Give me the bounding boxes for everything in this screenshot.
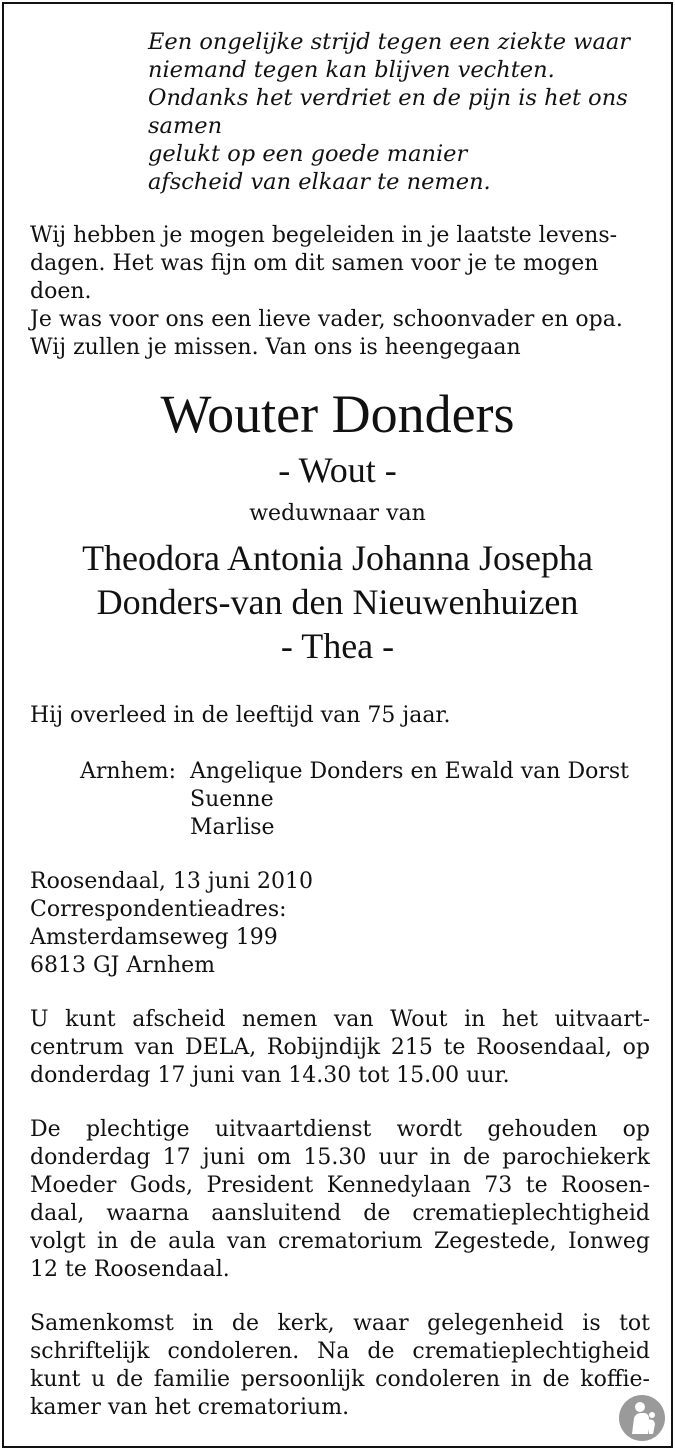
intro-line: dagen. Het was fijn om dit samen voor je te mogen (30, 251, 599, 276)
farewell-line: donderdag 17 juni van 14.30 tot 15.00 uur. (30, 1063, 510, 1088)
intro-line: Wij zullen je missen. Van ons is heengegaan (30, 335, 521, 360)
deceased-name: Wouter Donders (160, 384, 515, 444)
family-place: Arnhem: (80, 759, 177, 784)
farewell-line: U kunt afscheid nemen van Wout in het uitvaart- (30, 1007, 650, 1032)
service-line: volgt in de aula van crematorium Zegestede, Ionweg (30, 1229, 650, 1254)
gathering-line: kamer van het crematorium. (30, 1395, 350, 1420)
service-line: De plechtige uitvaartdienst wordt gehouden op (30, 1117, 650, 1142)
poem-line: Een ongelijke strijd tegen een ziekte waar (148, 29, 631, 55)
poem-line: afscheid van elkaar te nemen. (148, 169, 491, 195)
intro-text (30, 222, 650, 362)
poem-line: niemand tegen kan blijven vechten. (148, 57, 555, 83)
intro-line: Je was voor ons een lieve vader, schoonvader en opa. (30, 307, 623, 332)
age-statement: Hij overleed in de leeftijd van 75 jaar. (30, 703, 451, 728)
address-line: Amsterdamseweg 199 (30, 925, 278, 950)
family-member: Suenne (190, 787, 274, 812)
service-line: 12 te Roosendaal. (30, 1257, 230, 1282)
spouse-nickname: - Thea - (280, 626, 395, 666)
address-line: Correspondentieadres: (30, 897, 287, 922)
gathering-line: schriftelijk condoleren. Na de crematieplechtigheid (30, 1339, 650, 1364)
spouse-name-line: Theodora Antonia Johanna Josepha (82, 538, 593, 578)
correspondence-address (30, 868, 313, 980)
farewell-line: centrum van DELA, Robijndijk 215 te Roosendaal, op (30, 1035, 650, 1060)
address-line: Roosendaal, 13 juni 2010 (30, 869, 314, 894)
gathering-paragraph (30, 1310, 650, 1422)
intro-line: doen. (30, 279, 92, 304)
deceased-nickname: - Wout - (278, 450, 397, 490)
service-paragraph (30, 1116, 650, 1284)
family-member: Angelique Donders en Ewald van Dorst (190, 759, 629, 784)
spouse-name (4, 536, 671, 668)
relation-label: weduwnaar van (249, 501, 426, 526)
address-line: 6813 GJ Arnhem (30, 953, 215, 978)
memorial-figure-icon (618, 1394, 666, 1442)
spouse-name-line: Donders-van den Nieuwenhuizen (96, 582, 579, 622)
family-member: Marlise (190, 815, 275, 840)
poem-line: samen (148, 113, 223, 139)
gathering-line: Samenkomst in de kerk, waar gelegenheid is tot (30, 1311, 650, 1336)
poem-line: gelukt op een goede manier (148, 141, 468, 167)
obituary-card (2, 2, 673, 1448)
service-line: donderdag 17 juni om 15.30 uur in de parochiekerk (30, 1145, 650, 1170)
gathering-line: kunt u de familie persoonlijk condoleren in de koffie- (30, 1367, 650, 1392)
service-line: daal, waarna aansluitend de crematieplechtigheid (30, 1201, 650, 1226)
service-line: Moeder Gods, President Kennedylaan 73 te Roosen- (30, 1173, 650, 1198)
family-members (190, 758, 629, 842)
poem (148, 28, 648, 196)
farewell-paragraph (30, 1006, 650, 1090)
poem-line: Ondanks het verdriet en de pijn is het ons (148, 85, 628, 111)
intro-line: Wij hebben je mogen begeleiden in je laatste levens- (30, 223, 618, 248)
